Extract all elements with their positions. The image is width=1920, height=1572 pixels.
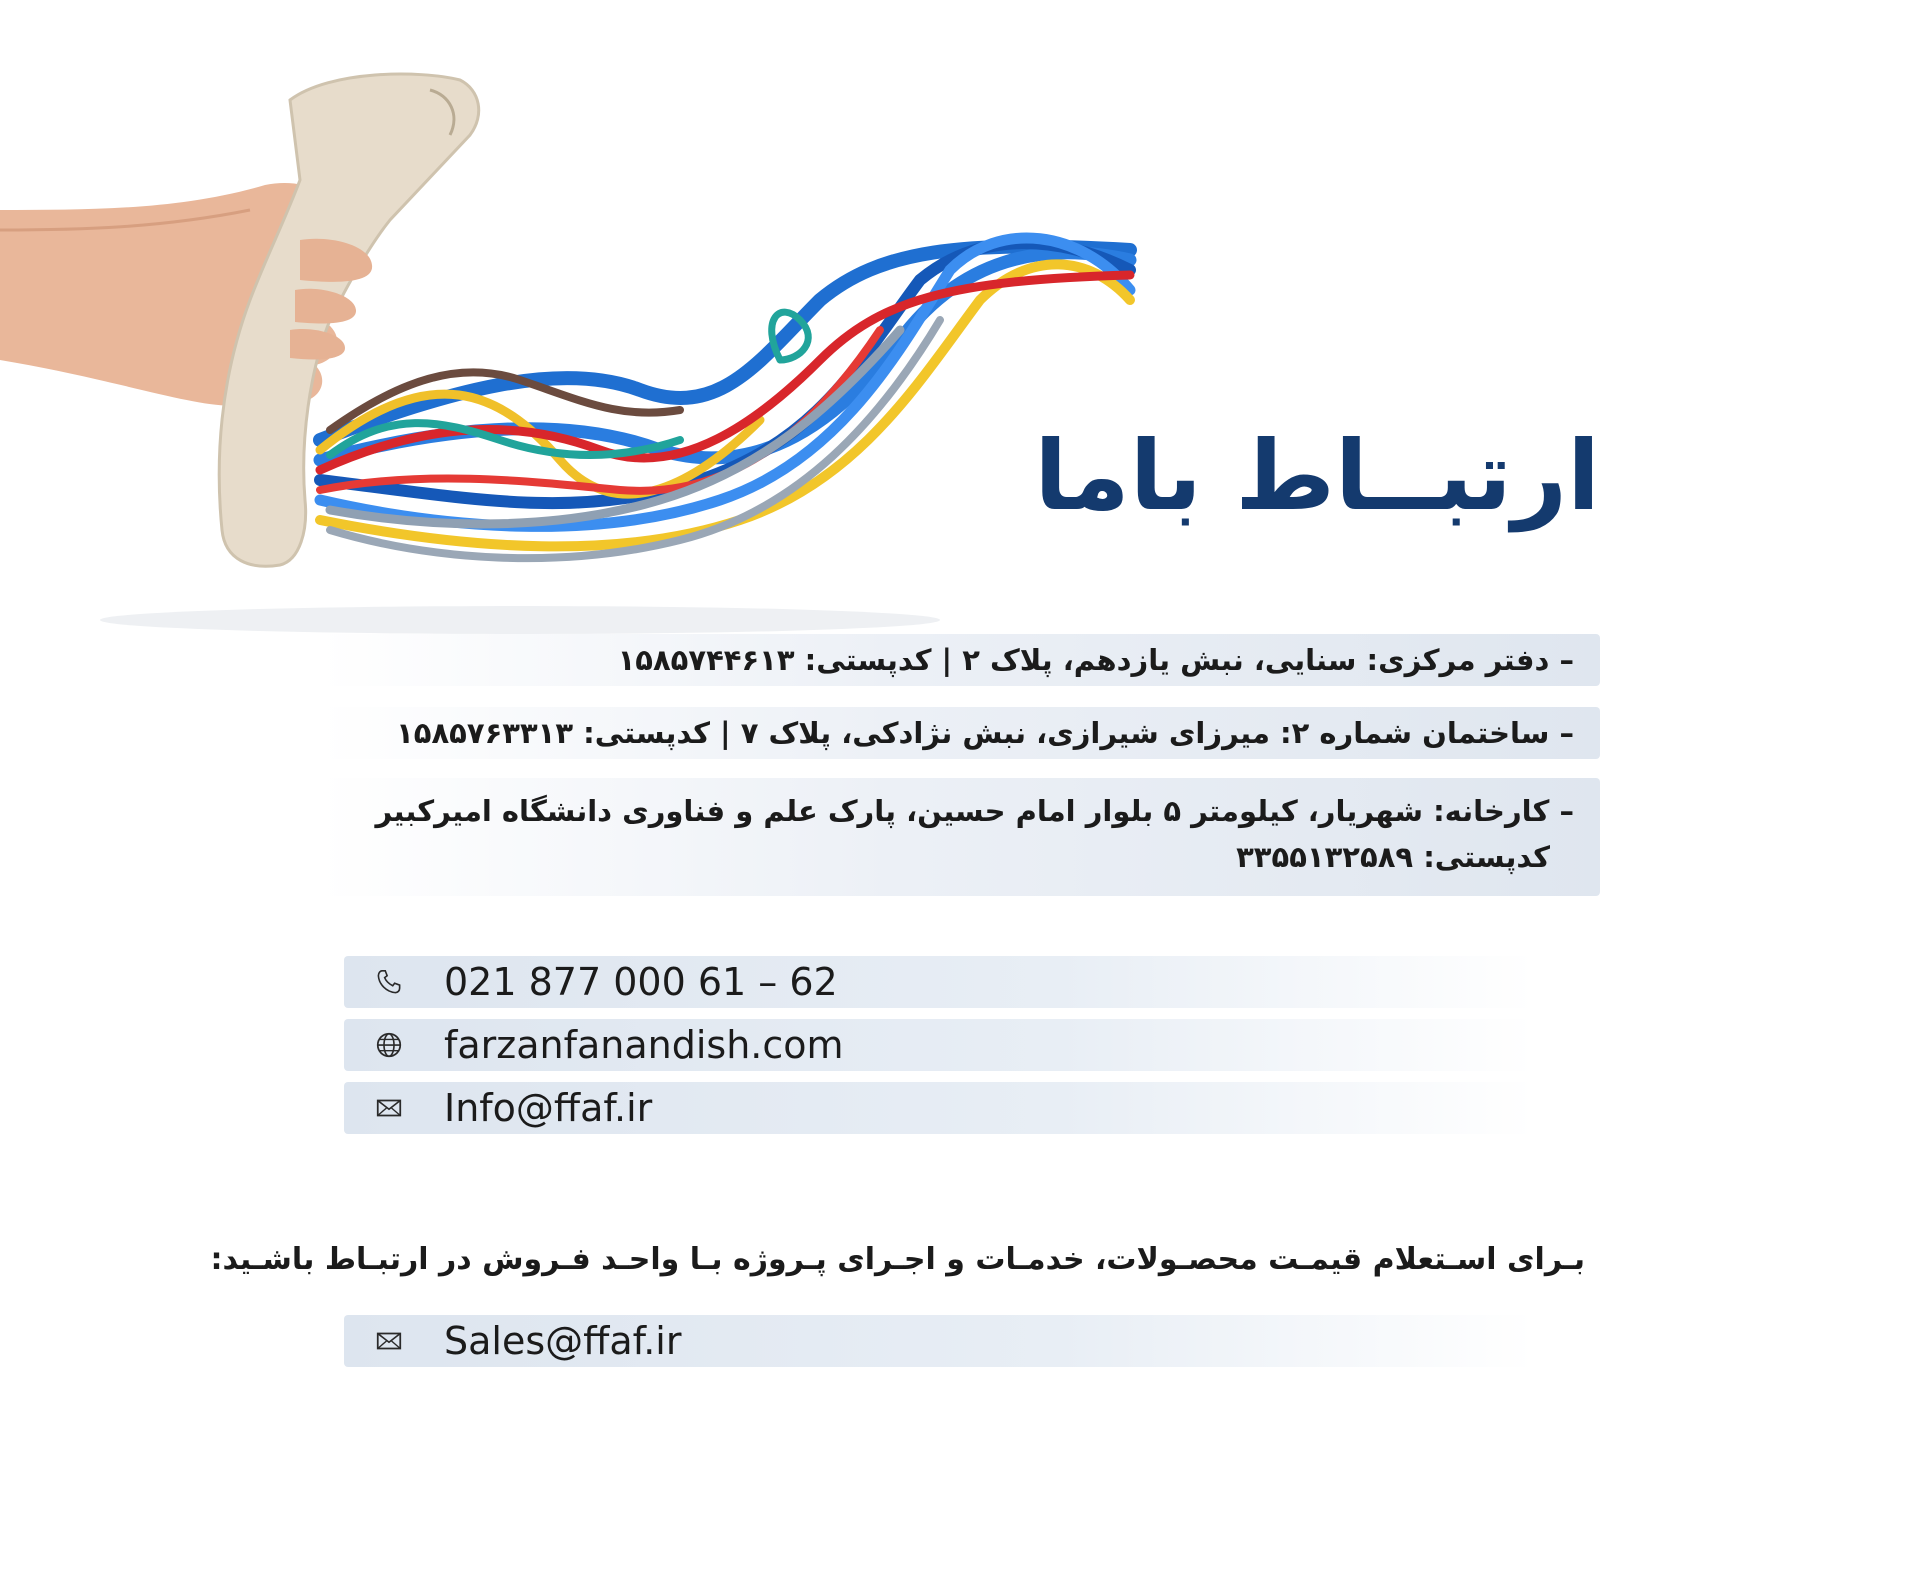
- sales-email-link[interactable]: Sales@ffaf.ir: [444, 1319, 682, 1363]
- envelope-icon: [374, 1326, 434, 1356]
- address-factory: [320, 778, 1600, 896]
- website-link[interactable]: farzanfanandish.com: [444, 1023, 844, 1067]
- envelope-icon: [374, 1093, 434, 1123]
- phone-number: 021 877 000 61 – 62: [444, 960, 838, 1004]
- page-title: ارتبــاط باما: [1034, 420, 1600, 532]
- address-factory-line1: – کارخانه: شهریار، کیلومتر ۵ بلوار امام حسین، پارک علم و فناوری دانشگاه امیرکبیر: [375, 794, 1574, 828]
- address-factory-postcode: کدپستی: ۳۳۵۵۱۳۲۵۸۹: [1236, 840, 1550, 874]
- globe-icon: [374, 1030, 434, 1060]
- address-building-2: – ساختمان شماره ۲: میرزای شیرازی، نبش نژادکی، پلاک ۷ | کدپستی: ۱۵۸۵۷۶۳۳۱۳: [320, 707, 1600, 759]
- sales-inquiry-note: بـرای اسـتعلام قیمـت محصـولات، خدمـات و اجـرای پـروژه بـا واحـد فـروش در ارتبـاط باشـید:: [210, 1242, 1585, 1277]
- sales-email-row[interactable]: [344, 1315, 1534, 1367]
- email-link[interactable]: Info@ffaf.ir: [444, 1086, 653, 1130]
- contact-email-row[interactable]: [344, 1082, 1534, 1134]
- phone-icon: [374, 967, 434, 997]
- hero-telephone-cables-image: [0, 60, 1160, 640]
- contact-website-row[interactable]: [344, 1019, 1534, 1071]
- contact-phone-row[interactable]: [344, 956, 1534, 1008]
- address-head-office: – دفتر مرکزی: سنایی، نبش یازدهم، پلاک ۲ | کدپستی: ۱۵۸۵۷۴۴۶۱۳: [320, 634, 1600, 686]
